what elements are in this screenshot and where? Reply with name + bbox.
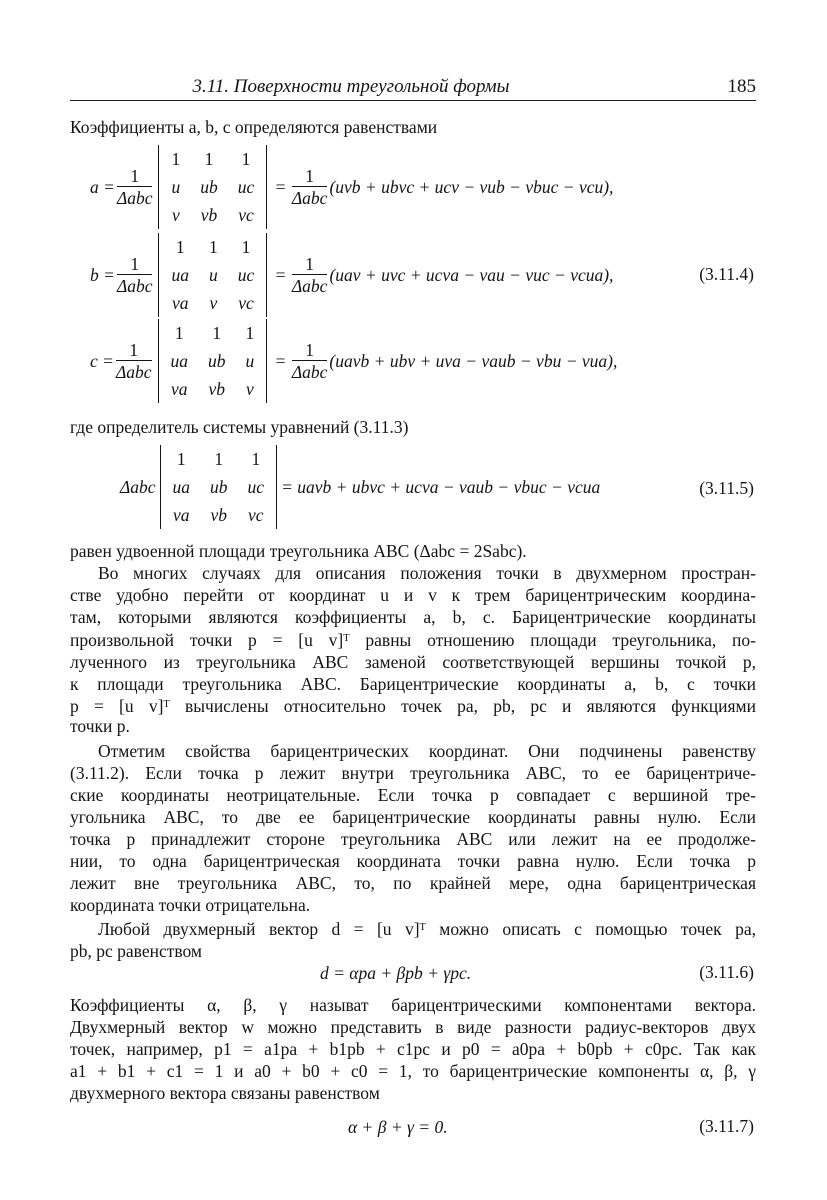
eq-delta-determinant: 1 1 1 ua ub uc va vb vc: [160, 445, 278, 529]
para4-line: a1 + b1 + c1 = 1 и a0 + b0 + c0 = 1, то барицентрические компоненты α, β, γ: [70, 1061, 756, 1081]
equation-d: d = αpa + βpb + γpc.: [320, 963, 472, 983]
eq-b-rhs: (uav + uvc + ucva − vau − vuc − vcua),: [329, 264, 614, 285]
eq-c-fraction-left: $\frac{1}{\text{Δabc}}$: [115, 339, 152, 382]
intro-text: Коэффициенты a, b, c определяются равенствами: [70, 117, 438, 137]
eq-b-determinant: 1 1 1 ua u uc va v vc: [158, 233, 267, 317]
header-rule: [70, 100, 756, 101]
eq-a-rhs: (uvb + ubvc + ucv − vub − vbuc − vcu),: [329, 176, 614, 197]
determinant-intro: где определитель системы уравнений (3.11.3): [70, 417, 409, 437]
equation-delta: [120, 442, 600, 532]
eq-b-fraction-left: $\frac{1}{\text{Δabc}}$: [116, 253, 153, 296]
para1-line: лученного из треугольника ABC заменой соответствующей вершины точкой p,: [70, 652, 756, 672]
eq-number-3-11-4: (3.11.4): [699, 264, 754, 284]
para2-line: угольника ABC, то две ее барицентрические координаты равны нулю. Если: [70, 807, 756, 827]
para2-line: точка p принадлежит стороне треугольника ABC или лежит на ее продолже-: [70, 829, 756, 849]
eq-c-rhs: (uavb + ubv + uva − vaub − vbu − vua),: [329, 350, 618, 371]
equation-c: c = $\frac{1}{\text{Δabc}}$ 1 1 1 ua ub u va vb v = $\frac{1}{\text{Δabc}}$ (uavb + ubv + uva − vaub − vbu − vua),: [90, 316, 617, 406]
eq-c-fraction-right: $\frac{1}{\text{Δabc}}$: [291, 339, 328, 382]
para4-line: двухмерного вектора связаны равенством: [70, 1083, 380, 1103]
page-number: 185: [727, 76, 756, 97]
para1-line: произвольной точки p = [u v]ᵀ равны отношению площади треугольника, по-: [70, 630, 756, 650]
eq-b-lhs: b =: [90, 264, 115, 285]
eq-a-fraction-left: $\frac{1}{\text{Δabc}}$: [116, 165, 153, 208]
para2-line: (3.11.2). Если точка p лежит внутри треугольника ABC, то ее барицентриче-: [70, 763, 756, 783]
eq-number-3-11-7: (3.11.7): [699, 1116, 754, 1136]
para2-line: координата точки отрицательна.: [70, 895, 311, 915]
para4-line: Коэффициенты α, β, γ называт барицентрическими компонентами вектора.: [70, 995, 756, 1015]
para4-line: точек, например, p1 = a1pa + b1pb + c1pc и p0 = a0pa + b0pb + c0pc. Так как: [70, 1039, 756, 1059]
eq-number-3-11-6: (3.11.6): [699, 962, 754, 982]
para1-line: Во многих случаях для описания положения точки в двухмерном простран-: [98, 563, 756, 583]
eq-c-lhs: c =: [90, 350, 114, 371]
eq-b-fraction-right: $\frac{1}{\text{Δabc}}$: [291, 253, 328, 296]
eq-number-3-11-5: (3.11.5): [699, 478, 754, 498]
para3-line: pb, pc равенством: [70, 941, 203, 961]
equation-a: a = $\frac{1}{\text{Δabc}}$ 1 1 1 u ub uc v vb vc = $\frac{1}{\text{Δabc}}$ (uvb + ubvc + ucv − vub − vbuc − vcu),: [90, 142, 613, 232]
eq-delta-lhs: Δabc: [120, 476, 156, 497]
eq-a-fraction-right: $\frac{1}{\text{Δabc}}$: [291, 165, 328, 208]
para2-line: Отметим свойства барицентрических координат. Они подчинены равенству: [98, 741, 756, 761]
running-title: 3.11. Поверхности треугольной формы: [192, 76, 510, 97]
para2-line: нии, то одна барицентрическая координата точки равна нулю. Если точка p: [70, 851, 756, 871]
running-header: [70, 76, 756, 100]
para4-line: Двухмерный вектор w можно представить в виде разности радиус-векторов двух: [70, 1017, 756, 1037]
para3-line: Любой двухмерный вектор d = [u v]ᵀ можно описать с помощью точек pa,: [98, 919, 756, 939]
eq-c-determinant: 1 1 1 ua ub u va vb v: [158, 319, 268, 403]
eq-a-determinant: 1 1 1 u ub uc v vb vc: [158, 145, 267, 229]
para2-line: лежит вне треугольника ABC, то, по крайней мере, одна барицентрическая: [70, 873, 756, 893]
para1-line: p = [u v]ᵀ вычислены относительно точек pa, pb, pc и являются функциями: [70, 696, 756, 716]
equation-sum: α + β + γ = 0.: [348, 1117, 448, 1137]
para1-line: точки p.: [70, 716, 130, 736]
para1-line: к площади треугольника ABC. Барицентрические координаты a, b, c точки: [70, 674, 756, 694]
para1-line: там, которыми являются коэффициенты a, b, c. Барицентрические координаты: [70, 607, 756, 627]
para2-line: ские координаты неотрицательные. Если точка p совпадает с вершиной тре-: [70, 785, 756, 805]
para1-line: стве удобно перейти от координат u и v к трем барицентрическим координа-: [70, 585, 756, 605]
after-delta-text: равен удвоенной площади треугольника ABC (Δabc = 2Sabc).: [70, 541, 527, 561]
equation-b: b = $\frac{1}{\text{Δabc}}$ 1 1 1 ua u uc va v vc = $\frac{1}{\text{Δabc}}$ (uav + uvc + ucva − vau − vuc − vcua),: [90, 230, 613, 320]
eq-a-lhs: a =: [90, 176, 115, 197]
eq-delta-rhs: = uavb + ubvc + ucva − vaub − vbuc − vcua: [281, 476, 601, 497]
